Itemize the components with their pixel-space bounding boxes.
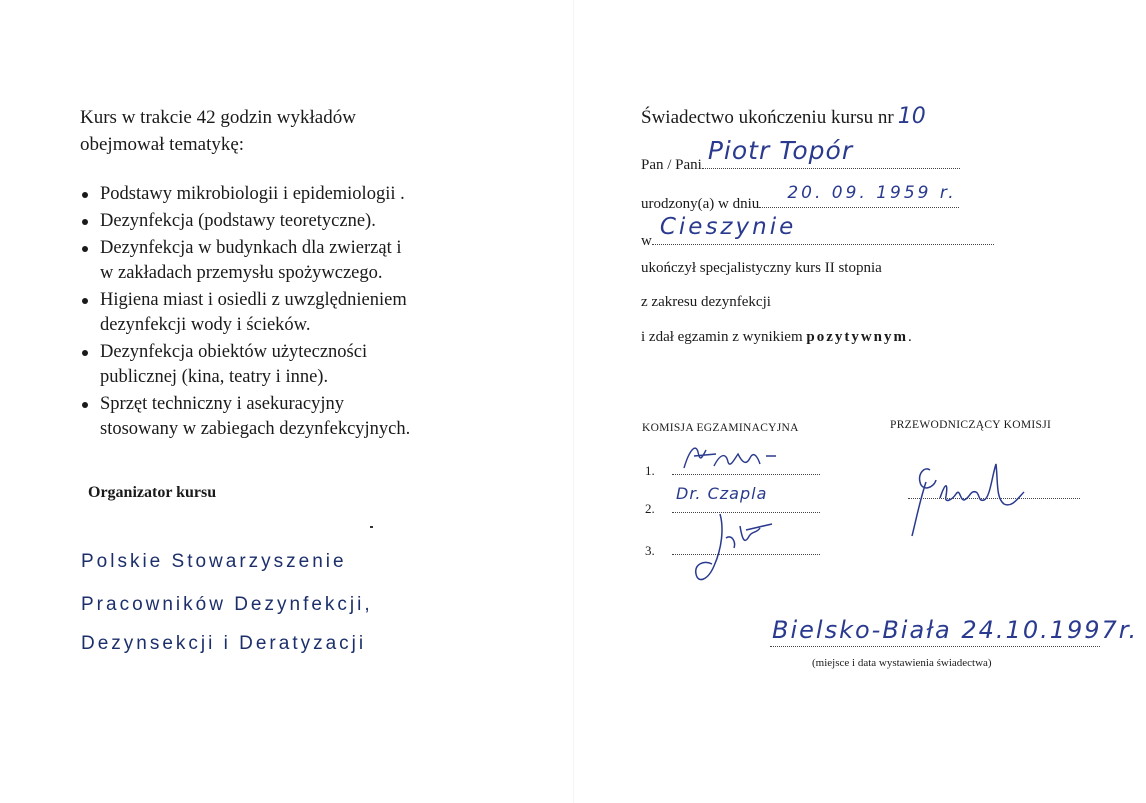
place-row [641, 214, 994, 250]
bullet-icon [82, 298, 88, 304]
certificate-title: Świadectwo ukończeniu kursu nr 10 [641, 104, 926, 129]
organizer-label: Organizator kursu [88, 484, 217, 501]
name-label: Pan / Pani [641, 157, 702, 173]
member-3-signature [690, 508, 782, 588]
member-2-signature: Dr. Czapla [676, 484, 768, 503]
topic-item: Dezynfekcja obiektów użyteczności publicznej (kina, teatry i inne). [78, 340, 498, 390]
certificate-number: 10 [897, 104, 926, 129]
bullet-icon [82, 350, 88, 356]
organization-line-2: Pracowników Dezynfekcji, [81, 594, 373, 615]
issue-caption: (miejsce i data wystawienia świadectwa) [812, 657, 992, 669]
issue-place-date: Bielsko-Biała 24.10.1997r. [772, 616, 1139, 644]
name-value: Piotr Topór [707, 136, 854, 165]
bullet-icon [82, 246, 88, 252]
place-label: w [641, 233, 652, 249]
bullet-icon [82, 192, 88, 198]
organization-line-3: Dezynsekcji i Deratyzacji [81, 633, 367, 654]
exam-line: i zdał egzamin z wynikiem pozytywnym. [641, 329, 912, 345]
page-fold [573, 0, 574, 803]
birth-date: 20. 09. 1959 r. [787, 183, 957, 203]
topic-item: Podstawy mikrobiologii i epidemiologii . [78, 182, 498, 207]
bullet-icon [82, 219, 88, 225]
scope-line: z zakresu dezynfekcji [641, 294, 771, 310]
bullet-icon [82, 402, 88, 408]
topic-item: Dezynfekcja (podstawy teoretyczne). [78, 209, 498, 234]
birth-row [641, 183, 959, 213]
member-1-signature [676, 440, 796, 476]
commission-member-row: 3. [645, 536, 820, 559]
intro-line-1: Kurs w trakcie 42 godzin wykładów [80, 107, 356, 128]
commission-label: KOMISJA EGZAMINACYJNA [642, 422, 799, 434]
scan-speck [370, 526, 373, 528]
topic-item: Higiena miast i osiedli z uwzględnieniem dezynfekcji wody i ścieków. [78, 288, 498, 338]
topic-item: Sprzęt techniczny i asekuracyjny stosowany w zabiegach dezynfekcyjnych. [78, 392, 498, 442]
exam-result: pozytywnym [806, 329, 909, 345]
completed-line: ukończył specjalistyczny kurs II stopnia [641, 260, 882, 276]
topic-item: Dezynfekcja w budynkach dla zwierząt i w zakładach przemysłu spożywczego. [78, 236, 498, 286]
topics-list [78, 182, 498, 444]
chair-signature [900, 452, 1030, 542]
commission-member-row: 2. Dr. Czapla [645, 494, 820, 517]
place-value: Cieszynie [659, 214, 797, 240]
commission-member-row: 1. [645, 456, 820, 479]
birth-label: urodzony(a) w dniu [641, 196, 760, 212]
intro-line-2: obejmował tematykę: [80, 134, 245, 155]
organization-line-1: Polskie Stowarzyszenie [81, 551, 347, 572]
issue-line [770, 646, 1100, 647]
chair-label: PRZEWODNICZĄCY KOMISJI [890, 419, 1052, 431]
name-row [641, 136, 960, 174]
course-intro [80, 104, 500, 158]
